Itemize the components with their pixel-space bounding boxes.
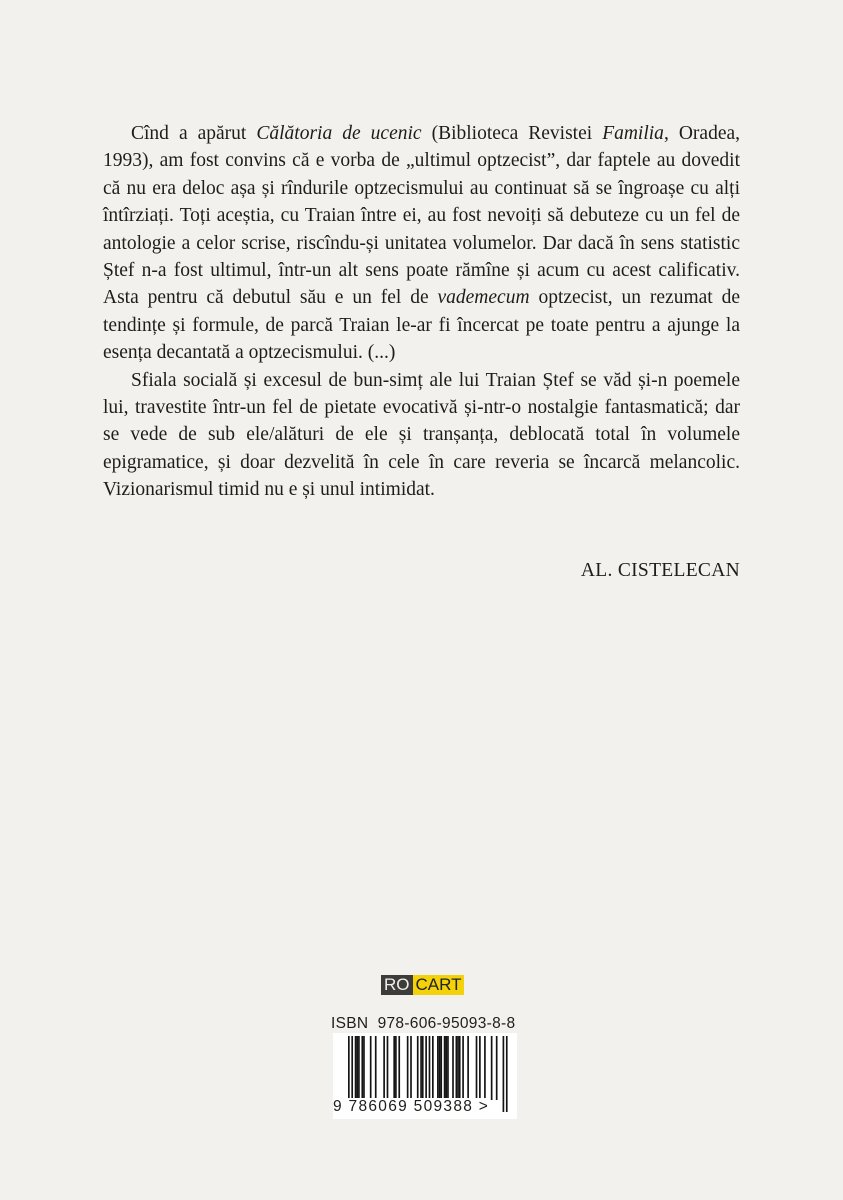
barcode-bar <box>363 1036 365 1100</box>
back-cover-text <box>103 120 740 504</box>
barcode-bar <box>417 1036 419 1100</box>
barcode-bar <box>479 1036 481 1100</box>
magazine-title: Familia <box>602 123 664 144</box>
barcode-bar <box>375 1036 377 1100</box>
barcode-bar <box>491 1036 493 1100</box>
barcode-bar <box>496 1036 498 1100</box>
barcode-bar <box>395 1036 397 1100</box>
paragraph-1 <box>103 120 740 367</box>
barcode-bar <box>356 1036 358 1100</box>
barcode-bar <box>432 1036 434 1100</box>
logo-ro: RO <box>381 975 413 995</box>
barcode-bar <box>358 1036 360 1100</box>
barcode-bar <box>422 1036 424 1100</box>
barcode-digits-text: 9 786069 509388 > <box>333 1098 490 1115</box>
barcode-bar <box>444 1036 446 1100</box>
barcode-bar <box>467 1036 469 1100</box>
isbn-label: ISBN 978-606-95093-8-8 <box>331 1015 516 1032</box>
barcode-bar <box>476 1036 478 1100</box>
text-run: (Biblioteca Revistei <box>421 123 603 144</box>
barcode-bar <box>437 1036 439 1100</box>
barcode-bar <box>407 1036 409 1100</box>
text-run: optzecist, un rezumat de tendințe și formule, de parcă Traian le-ar fi încercat pe toate pentru a ajunge la esența decantată a optzecismului. (...) <box>103 287 740 364</box>
publisher-logo <box>381 975 464 995</box>
barcode-bar <box>452 1036 454 1100</box>
barcode-bar <box>440 1036 442 1100</box>
paragraph-2: Sfiala socială și excesul de bun-simț ale lui Traian Ștef se văd și-n poemele lui, travestite într-un fel de pietate evocativă și-ntr-o nostalgie fantasmatică; dar se vede de sub ele/alături de ele și tranșanța, deblocată total în volumele epigramatice, și doar dezvelită în cele în care reveria se încarcă melancolic. Vizionarismul timid nu e și unul intimidat. <box>103 369 740 501</box>
logo-cart: CART <box>413 975 465 995</box>
barcode-bar <box>456 1036 458 1100</box>
barcode-bar <box>459 1036 461 1100</box>
text-run: Cînd a apărut <box>131 123 257 144</box>
author-signature: AL. CISTELECAN <box>580 560 740 581</box>
barcode-bar <box>355 1036 357 1100</box>
barcode-bar <box>398 1036 400 1100</box>
barcode-bar <box>445 1036 447 1100</box>
barcode-bar <box>462 1036 464 1100</box>
barcode-bar <box>420 1036 422 1100</box>
barcode-bar <box>457 1036 459 1100</box>
emphasis-term: vademecum <box>437 287 530 309</box>
barcode-bar <box>387 1036 389 1100</box>
barcode-bar <box>439 1036 441 1100</box>
text-run: , Oradea, 1993), am fost convins că e vorba de „ultimul optzecist”, dar faptele au dovedit că nu era deloc așa și rîndurile optzecismului au continuat să se îngroașe cu alți întîrziați. Toți aceștia, cu Traian între ei, au fost nevoiți să debuteze cu un fel de antologie a celor scrise, riscîndu-și unitatea volumelor. Dar dacă în sens statistic Ștef n-a fost ultimul, într-un alt sens poate rămîne și acum cu acest calificativ. Asta pentru că debutul său e un fel de <box>103 123 741 309</box>
barcode-bar <box>370 1036 372 1100</box>
barcode-bar <box>361 1036 363 1100</box>
barcode-bar <box>410 1036 412 1100</box>
book-title: Călătoria de ucenic <box>256 123 422 144</box>
barcode-bar <box>393 1036 395 1100</box>
barcode-bar <box>383 1036 385 1100</box>
barcode-bar <box>447 1036 449 1100</box>
barcode-digits <box>333 1098 517 1116</box>
barcode-bar <box>484 1036 486 1100</box>
